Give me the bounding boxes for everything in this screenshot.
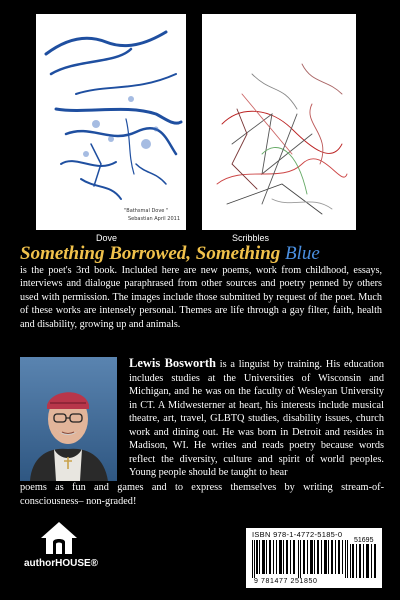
isbn-text: ISBN 978-1-4772-5185-0 bbox=[252, 530, 343, 539]
scribbles-artwork bbox=[202, 14, 356, 230]
dove-drawing bbox=[36, 14, 186, 230]
publisher-name: authorHOUSE® bbox=[24, 558, 99, 569]
author-name: Lewis Bosworth bbox=[129, 356, 216, 370]
book-description: is the poet's 3rd book. Included here are new poems, work from childhood, essays, interviews and dialogue paraphrased from other sources and poetry penned by others used with permission. The images include those submitted by request of the poet. Much of these works are intensely personal. Themes are life through a gay filter, faith, health and disability, growing up and animals. bbox=[20, 265, 382, 330]
book-title-accent: Blue bbox=[285, 243, 320, 264]
author-bio-text: is a linguist by training. His education includes studies at the Universities of Wisconsin and Michigan, and he was on the faculty of Wesleyan University in CT. A Midwesterner at heart, his interests include musical theatre, art, travel, GLBTQ studies, disability issues, church work and dining out. He was born in Detroit and resides in Madison, WI. He writes and reads poetry because words reflect the diversity, culture and spirit of world peoples. Young people should be taught to hear bbox=[129, 359, 384, 478]
barcode-bars bbox=[252, 540, 348, 578]
house-logo-icon bbox=[39, 520, 79, 556]
book-title-main: Something Borrowed, Something bbox=[20, 243, 286, 264]
barcode-digits: 9 781477 251850 bbox=[254, 578, 318, 585]
dove-artwork bbox=[36, 14, 186, 230]
artwork-note-line1: "Bathsmal Dove " bbox=[124, 208, 169, 214]
isbn-barcode bbox=[246, 528, 382, 588]
caption-dove: Dove bbox=[96, 233, 118, 243]
barcode-addon-bars bbox=[350, 540, 378, 578]
author-bio bbox=[129, 357, 384, 480]
author-bio-continued: poems as fun and games and to express themselves by writing stream-of-consciousness– non-graded! bbox=[20, 482, 384, 507]
author-portrait bbox=[20, 357, 117, 481]
book-title bbox=[20, 244, 390, 264]
publisher-logo bbox=[24, 520, 99, 590]
author-photo bbox=[20, 357, 117, 481]
scribbles-drawing bbox=[202, 14, 356, 230]
caption-scribbles: Scribbles bbox=[232, 233, 270, 243]
barcode-addon-number: 51695 bbox=[354, 537, 374, 544]
artwork-note-line2: Sebastian April 2011 bbox=[128, 216, 181, 222]
